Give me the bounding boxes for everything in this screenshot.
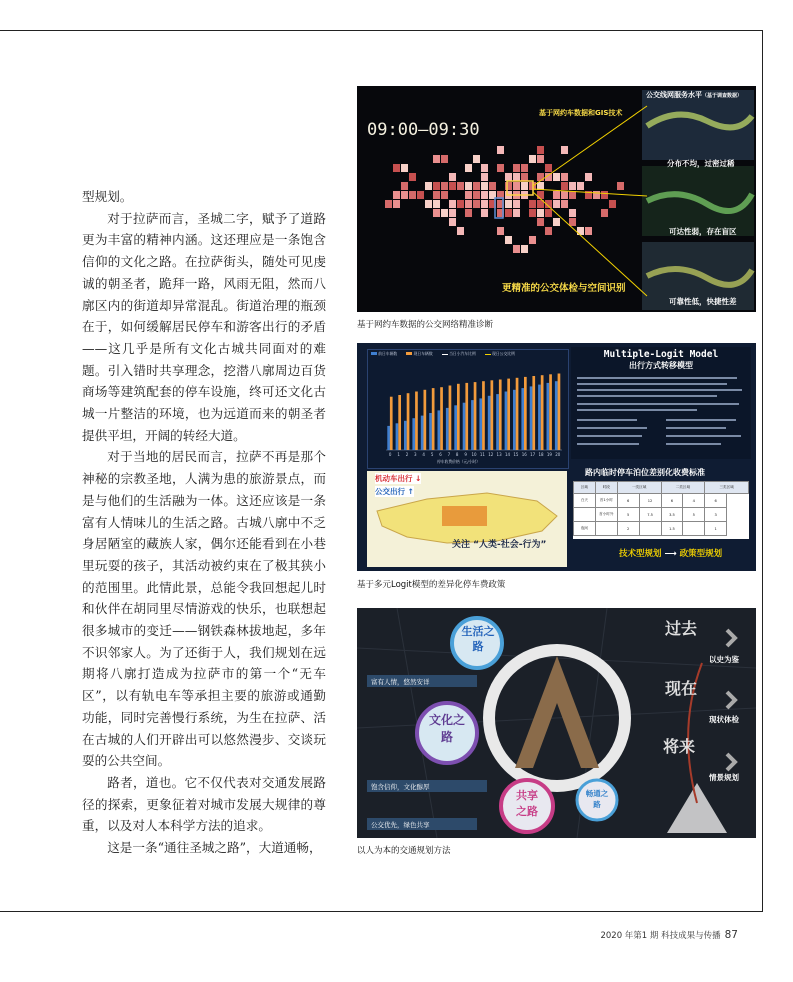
culture-road-label: 文化之路 bbox=[429, 713, 466, 744]
heat-cell bbox=[473, 182, 480, 190]
heat-cell bbox=[441, 191, 448, 199]
heat-cell bbox=[513, 209, 520, 217]
table-cell: 3.5 bbox=[661, 508, 683, 522]
bar-curr bbox=[390, 397, 393, 450]
heat-cell bbox=[521, 182, 528, 190]
heat-cell bbox=[433, 191, 440, 199]
table-header-cell: 二类区域 bbox=[661, 482, 705, 494]
bottom-flow bbox=[619, 547, 722, 559]
heat-cell bbox=[449, 218, 456, 226]
x-tick-label: 3 bbox=[414, 452, 417, 457]
table-cell bbox=[639, 522, 661, 536]
heat-cell bbox=[481, 191, 488, 199]
x-tick-label: 0 bbox=[388, 452, 392, 457]
page-number: 87 bbox=[724, 929, 738, 941]
table-cell: 5 bbox=[683, 508, 705, 522]
paragraph: 路者，道也。它不仅代表对交通发展路径的探索，更象征着对城市发展大规律的尊重，以及对人本科学方法的追求。 bbox=[82, 774, 326, 834]
x-tick-label: 6 bbox=[439, 452, 442, 457]
x-tick-label: 17 bbox=[530, 452, 536, 457]
car-trip-label: 机动车出行 ↓ bbox=[375, 474, 422, 483]
x-tick-label: 5 bbox=[430, 452, 434, 457]
paragraph: 对于拉萨而言，圣城二字，赋予了道路更为丰富的精神内涵。这还理应是一条饱含信仰的文化之路。在拉萨街头，随处可见虔诚的朝圣者，跪拜一路，风雨无阻，然而八廓区内的街道却异常混乱。街道治理的瓶颈在于，如何缓解居民停车和游客出行的矛盾——这几乎是所有文化古城共同面对的难题。引入错时共享理念，挖潜八廓周边百货商场等建筑配套的停车设施，终可还文化古城一片整洁的环境，也为远道而来的朝圣者提供平坦，开阔的转经大道。 bbox=[82, 210, 326, 443]
bar-prev bbox=[421, 416, 424, 450]
bar-curr bbox=[549, 374, 552, 450]
heat-cell bbox=[433, 209, 440, 217]
table-cell: 6 bbox=[705, 494, 727, 508]
x-tick-label: 15 bbox=[513, 452, 519, 457]
heat-cell bbox=[465, 209, 472, 217]
heat-cell bbox=[553, 218, 560, 226]
x-tick-label: 11 bbox=[479, 452, 485, 457]
heat-cell bbox=[505, 236, 512, 244]
x-tick-label: 18 bbox=[538, 452, 544, 457]
bar-curr bbox=[507, 379, 510, 450]
heat-cell bbox=[481, 200, 488, 208]
heat-cell bbox=[537, 209, 544, 217]
heat-cell bbox=[481, 209, 488, 217]
past-desc: 以史为鉴 bbox=[709, 655, 739, 664]
legend-swatch bbox=[406, 352, 412, 355]
bar-prev bbox=[513, 390, 516, 450]
bar-curr bbox=[499, 380, 502, 451]
frame-right-line bbox=[762, 30, 763, 912]
table-cell: 4 bbox=[683, 494, 705, 508]
heat-cell bbox=[497, 146, 504, 154]
heat-cell bbox=[393, 164, 400, 172]
heat-cell bbox=[537, 173, 544, 181]
x-tick-label: 9 bbox=[464, 452, 467, 457]
bar-curr bbox=[457, 384, 460, 450]
table-row bbox=[574, 522, 749, 536]
heat-cell bbox=[513, 245, 520, 253]
heat-cell bbox=[545, 227, 552, 235]
heat-cell bbox=[473, 191, 480, 199]
x-tick-label: 16 bbox=[521, 452, 527, 457]
heat-cell bbox=[537, 182, 544, 190]
share-road-label: 共享之路 bbox=[516, 789, 538, 818]
heat-cell bbox=[441, 182, 448, 190]
bar-curr bbox=[474, 382, 477, 450]
heat-cell bbox=[537, 155, 544, 163]
heat-cell bbox=[425, 182, 432, 190]
heat-cell bbox=[449, 173, 456, 181]
fee-table-grid bbox=[573, 481, 749, 536]
formula-lines bbox=[571, 371, 751, 455]
table-row bbox=[574, 494, 749, 508]
legend-item: 当日小汽车比例 bbox=[449, 351, 476, 356]
legend-swatch bbox=[485, 354, 491, 355]
future-desc: 情景规划 bbox=[709, 773, 739, 782]
bar-prev bbox=[538, 385, 541, 450]
table-cell bbox=[683, 522, 705, 536]
heat-cell bbox=[561, 200, 568, 208]
x-axis-label: 停车收费价格（元/小时） bbox=[437, 459, 481, 464]
x-tick-label: 2 bbox=[405, 452, 409, 457]
table-header-cell: 一类区域 bbox=[617, 482, 661, 494]
bar-prev bbox=[387, 426, 390, 450]
insight-label: 分布不均，过密过稀 bbox=[667, 159, 735, 168]
heat-cell bbox=[585, 227, 592, 235]
heat-cell bbox=[513, 173, 520, 181]
present-label: 现在 bbox=[665, 679, 698, 698]
heat-cell bbox=[505, 173, 512, 181]
heat-cell bbox=[409, 191, 416, 199]
table-cell: 12 bbox=[639, 494, 661, 508]
bar-curr bbox=[516, 378, 519, 450]
table-cell: 1 bbox=[705, 522, 727, 536]
heat-cell bbox=[505, 182, 512, 190]
bar-prev bbox=[404, 421, 407, 450]
x-tick-label: 7 bbox=[447, 452, 451, 457]
bar-prev bbox=[496, 394, 499, 450]
table-header-cell: 三类区域 bbox=[705, 482, 749, 494]
heat-cell bbox=[449, 182, 456, 190]
table-cell: 6 bbox=[617, 494, 639, 508]
bar-prev bbox=[555, 381, 558, 450]
frame-top-line bbox=[0, 30, 763, 31]
bar-curr bbox=[424, 390, 427, 450]
bar-curr bbox=[407, 393, 410, 450]
heat-cell bbox=[521, 173, 528, 181]
heat-cell bbox=[481, 182, 488, 190]
heat-cell bbox=[481, 164, 488, 172]
bar-prev bbox=[488, 396, 491, 450]
present-desc: 现状体检 bbox=[709, 715, 739, 724]
bar-prev bbox=[505, 392, 508, 451]
heat-cell bbox=[521, 164, 528, 172]
heat-cell bbox=[609, 200, 616, 208]
heat-cell bbox=[425, 200, 432, 208]
table-cell: 首小时外 bbox=[595, 508, 617, 522]
top-title-text: 公交线网服务水平 bbox=[646, 91, 702, 99]
heat-cell bbox=[433, 155, 440, 163]
x-tick-label: 8 bbox=[455, 452, 459, 457]
table-header-cell: 区域 bbox=[574, 482, 596, 494]
chart-panel bbox=[367, 349, 569, 469]
heat-cell bbox=[457, 227, 464, 235]
insight-label: 可达性弱，存在盲区 bbox=[669, 227, 737, 236]
figure-bus-network-diagnosis bbox=[357, 86, 756, 312]
article-body bbox=[82, 186, 326, 859]
table-cell: 3 bbox=[705, 508, 727, 522]
heat-cell bbox=[465, 200, 472, 208]
heat-cell bbox=[577, 227, 584, 235]
table-cell: 7.5 bbox=[639, 508, 661, 522]
bar-curr bbox=[558, 374, 561, 451]
model-title: Multiple-Logit Model bbox=[603, 349, 719, 360]
heat-cell bbox=[513, 200, 520, 208]
heat-cell bbox=[489, 182, 496, 190]
future-label: 将来 bbox=[663, 737, 696, 756]
model-panel bbox=[571, 347, 751, 459]
legend-item: 现日公交比例 bbox=[492, 351, 515, 356]
heat-cell bbox=[457, 182, 464, 190]
bar-curr bbox=[482, 381, 485, 450]
bar-curr bbox=[532, 376, 535, 450]
bar-curr bbox=[465, 383, 468, 450]
bar-prev bbox=[471, 400, 474, 450]
heat-cell bbox=[481, 173, 488, 181]
bar-curr bbox=[432, 388, 435, 450]
heat-cell bbox=[401, 164, 408, 172]
heat-cell bbox=[433, 200, 440, 208]
figure-people-oriented-planning bbox=[357, 608, 756, 838]
heat-cell bbox=[521, 245, 528, 253]
heat-cell bbox=[393, 200, 400, 208]
bar-prev bbox=[454, 405, 457, 450]
x-tick-label: 10 bbox=[471, 452, 477, 457]
share-road-desc: 公交优先，绿色共享 bbox=[371, 821, 430, 829]
table-cell: 1.5 bbox=[661, 522, 683, 536]
heat-cell bbox=[529, 155, 536, 163]
arrow-right-icon: ⟶ bbox=[664, 549, 680, 559]
culture-road-desc: 饱含信仰，文化醇厚 bbox=[371, 783, 430, 791]
legend-item: 现日车辆数 bbox=[413, 351, 433, 356]
heat-cell bbox=[473, 155, 480, 163]
heat-cell bbox=[465, 182, 472, 190]
x-tick-label: 4 bbox=[422, 452, 425, 457]
x-tick-label: 14 bbox=[504, 452, 511, 457]
figure-caption: 以人为本的交通规划方法 bbox=[357, 846, 451, 856]
table-cell: 6 bbox=[661, 494, 683, 508]
bar-curr bbox=[440, 387, 443, 450]
heat-cell bbox=[569, 218, 576, 226]
table-header-row bbox=[574, 482, 749, 494]
life-road-label: 生活之路 bbox=[461, 625, 495, 653]
heat-cell bbox=[449, 209, 456, 217]
bar-curr bbox=[491, 380, 494, 450]
legend-swatch bbox=[371, 352, 377, 355]
policy-planning-label: 政策型规划 bbox=[679, 549, 723, 559]
table-header-cell: 时段 bbox=[595, 482, 617, 494]
heat-cell bbox=[513, 164, 520, 172]
heat-cell bbox=[449, 200, 456, 208]
table-cell: 夜间 bbox=[574, 522, 596, 536]
heat-cell bbox=[385, 200, 392, 208]
bar-prev bbox=[429, 413, 432, 450]
heat-cell bbox=[441, 209, 448, 217]
bar-prev bbox=[396, 423, 399, 450]
x-tick-label: 12 bbox=[488, 452, 494, 457]
bar-curr bbox=[398, 395, 401, 450]
heat-cell bbox=[577, 182, 584, 190]
page-footer bbox=[600, 929, 738, 941]
heat-cell bbox=[537, 191, 544, 199]
table-cell bbox=[574, 508, 596, 522]
heat-cell bbox=[569, 191, 576, 199]
model-subtitle: 出行方式转移模型 bbox=[629, 361, 693, 370]
heat-cell bbox=[465, 164, 472, 172]
table-cell: 2 bbox=[617, 522, 639, 536]
heat-cell bbox=[505, 209, 512, 217]
heat-cell bbox=[529, 200, 536, 208]
heat-cell bbox=[393, 191, 400, 199]
figure-caption: 基于网约车数据的公交网络精准诊断 bbox=[357, 320, 494, 330]
heat-cell bbox=[561, 182, 568, 190]
heat-cell bbox=[553, 200, 560, 208]
heat-cell bbox=[601, 191, 608, 199]
diagram-art bbox=[357, 608, 756, 838]
life-road-desc: 富有人情，悠然安详 bbox=[371, 678, 430, 686]
bar-prev bbox=[521, 388, 524, 450]
heat-cell bbox=[553, 173, 560, 181]
tech-planning-label: 技术型规划 bbox=[619, 549, 662, 559]
bar-curr bbox=[415, 392, 418, 451]
bar-prev bbox=[463, 403, 466, 450]
heat-cell bbox=[529, 236, 536, 244]
bar-prev bbox=[479, 398, 482, 450]
table-cell: 首1小时 bbox=[595, 494, 617, 508]
heat-cell bbox=[417, 191, 424, 199]
bar-chart bbox=[368, 350, 568, 468]
heat-cell bbox=[513, 182, 520, 190]
heat-cell bbox=[505, 200, 512, 208]
frame-bottom-line bbox=[0, 911, 763, 912]
heat-cell bbox=[569, 182, 576, 190]
heat-cell bbox=[465, 191, 472, 199]
heat-cell bbox=[545, 209, 552, 217]
legend bbox=[371, 351, 567, 357]
bar-prev bbox=[446, 408, 449, 450]
figure-caption: 基于多元Logit模型的差异化停车费政策 bbox=[357, 580, 506, 590]
heat-cell bbox=[585, 173, 592, 181]
heat-cell bbox=[537, 218, 544, 226]
heat-cell bbox=[401, 182, 408, 190]
heat-cell bbox=[553, 191, 560, 199]
table-title: 路内临时停车泊位差别化收费标准 bbox=[585, 468, 705, 477]
paragraph: 这是一条“通往圣城之路”，大道通畅， bbox=[107, 840, 322, 856]
heat-cell bbox=[409, 173, 416, 181]
legend-item: 前日车辆数 bbox=[378, 351, 398, 356]
paragraph: 对于当地的居民而言，拉萨不再是那个神秘的宗教圣地，人满为患的旅游景点，而是与他们的生活融为一体。这还应该是一条富有人情味儿的生活之路。古城八廓中不乏身居陋室的藏族人家，偶尔还能看到在小巷里玩耍的孩子，其活动被约束在了极其狭小的范围里。此情此景，总能令我回想起儿时和伙伴在胡同里尽情游戏的快乐，也联想起很多城市的变迁——钢铁森林拔地起，多年不识邻家人。为了还街于人，我们规划在远期将八廓打造成为拉萨市的第一个“无车区”，以有轨电车等承担主要的旅游或通勤功能，同时完善慢行系统，为生在拉萨、活在古城的人们开辟出可以悠然漫步、交谈玩耍的公共空间。 bbox=[82, 449, 326, 769]
heat-cell bbox=[441, 155, 448, 163]
source-label: 基于网约车数据和GIS技术 bbox=[539, 109, 623, 117]
bar-prev bbox=[438, 410, 441, 450]
heat-cell bbox=[617, 182, 624, 190]
paragraph: 型规划。 bbox=[82, 189, 133, 204]
insight-label: 可靠性低，快捷性差 bbox=[669, 297, 737, 306]
x-tick-label: 20 bbox=[555, 452, 561, 457]
heat-cell bbox=[497, 227, 504, 235]
table-cell bbox=[595, 522, 617, 536]
heat-cell bbox=[401, 191, 408, 199]
bar-prev bbox=[412, 418, 415, 450]
table-cell: 白天 bbox=[574, 494, 596, 508]
heat-cell bbox=[537, 146, 544, 154]
heat-cell bbox=[457, 200, 464, 208]
table-cell: 5 bbox=[617, 508, 639, 522]
legend-swatch bbox=[442, 354, 448, 355]
map-footer: 关注 “人类-社会-行为” bbox=[452, 540, 547, 550]
x-tick-label: 1 bbox=[397, 452, 400, 457]
top-title bbox=[646, 90, 742, 100]
figure-parking-fee-policy bbox=[357, 343, 756, 571]
bar-curr bbox=[541, 375, 544, 450]
time-label: 09:00—09:30 bbox=[367, 120, 480, 140]
fee-table bbox=[573, 481, 749, 539]
heat-cell bbox=[561, 173, 568, 181]
heat-cell bbox=[529, 209, 536, 217]
past-label: 过去 bbox=[665, 619, 698, 638]
bar-prev bbox=[530, 386, 533, 450]
x-tick-label: 19 bbox=[546, 452, 552, 457]
bar-prev bbox=[547, 383, 550, 450]
heat-cell bbox=[497, 164, 504, 172]
footer-label: 更精准的公交体检与空间识别 bbox=[502, 283, 626, 294]
bar-curr bbox=[524, 377, 527, 450]
heat-cell bbox=[545, 164, 552, 172]
top-title-note: （基于调查数据） bbox=[702, 93, 743, 99]
issue-info: 2020 年第1 期 科技成果与传播 bbox=[600, 931, 721, 941]
table-row bbox=[574, 508, 749, 522]
bus-trip-label: 公交出行 ↑ bbox=[375, 487, 414, 496]
heat-cell bbox=[473, 200, 480, 208]
heat-cell bbox=[593, 191, 600, 199]
heat-cell bbox=[601, 209, 608, 217]
heat-cell bbox=[433, 182, 440, 190]
heat-cell bbox=[561, 146, 568, 154]
x-tick-label: 13 bbox=[496, 452, 502, 457]
smooth-road-label: 畅通之路 bbox=[585, 789, 609, 809]
heat-cell bbox=[561, 191, 568, 199]
bar-curr bbox=[449, 386, 452, 451]
heat-cell bbox=[569, 209, 576, 217]
